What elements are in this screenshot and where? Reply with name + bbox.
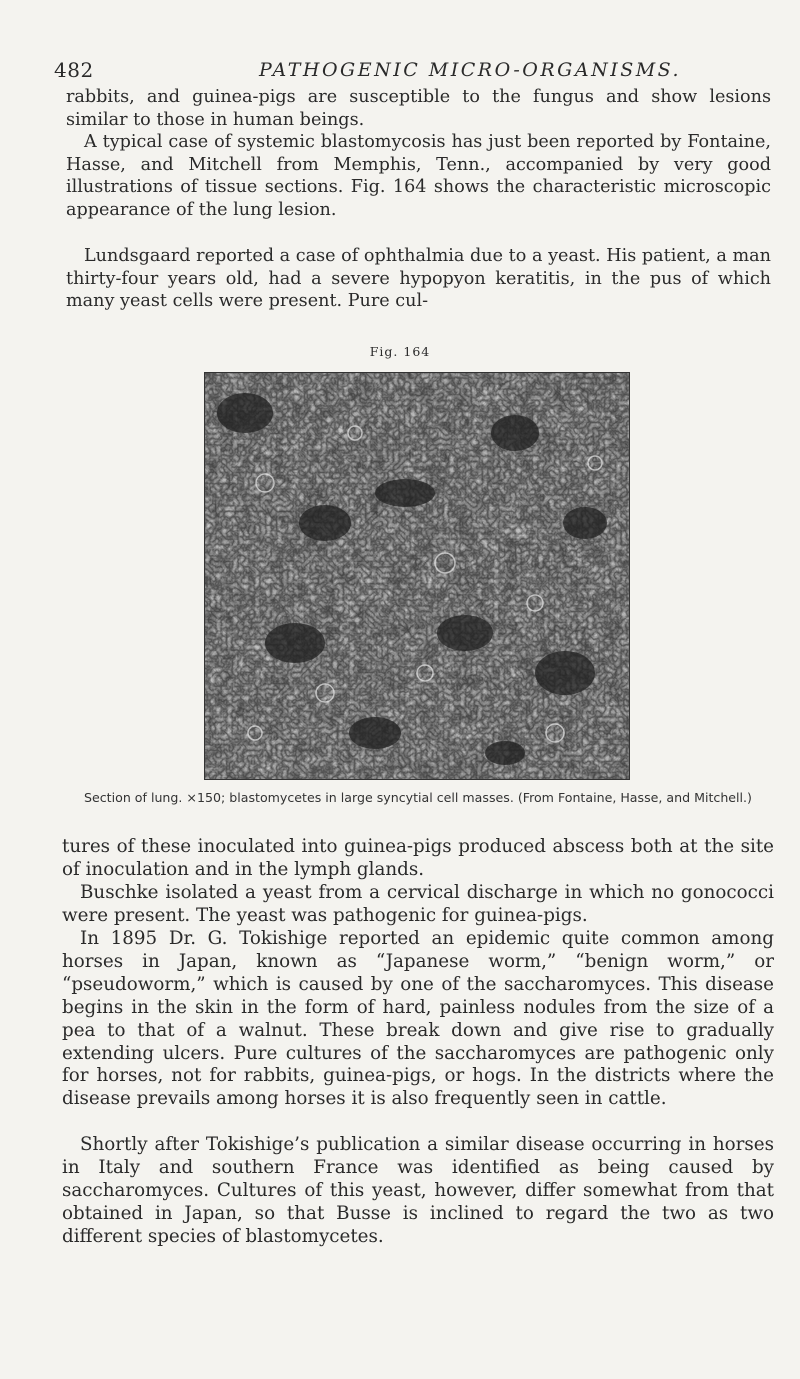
running-title: PATHOGENIC MICRO-ORGANISMS. bbox=[259, 59, 682, 81]
paragraph-tokishige: In 1895 Dr. G. Tokishige reported an epidemic quite common among horses in Japan, known as “Japanese worm,” “benign worm,” or “pseudoworm,” which is caused by one of the saccharomyces. This disease begins in the skin in the form of hard, painless nodules from the size of a pea to that of a walnut. These break down and give rise to gradually extending ulcers. Pure cultures of the saccharomyces are pathogenic only for horses, not for rabbits, guinea-pigs, or hogs. In the districts where the disease prevails among horses it is also frequently seen in cattle. bbox=[62, 928, 774, 1110]
paragraph-fontaine-case: A typical case of systemic blastomycosis has just been reported by Fontaine, Hasse, and Mitchell from Memphis, Tenn., accompanied by very good illustrations of tissue sections. Fig. 164 shows the characteristic microscopic appearance of the lung lesion. bbox=[66, 132, 771, 221]
figure-caption: Section of lung. ×150; blastomycetes in large syncytial cell masses. (From Fontaine, Hasse, and Mitchell.) bbox=[84, 790, 752, 805]
paragraph-buschke: Buschke isolated a yeast from a cervical discharge in which no gonococci were present. The yeast was pathogenic for guinea-pigs. bbox=[62, 882, 774, 926]
lung-section-micrograph bbox=[204, 372, 630, 780]
paragraph-tures: tures of these inoculated into guinea-pigs produced abscess both at the site of inoculation and in the lymph glands. bbox=[62, 836, 774, 880]
running-head bbox=[54, 58, 754, 82]
paragraph-rabbits: rabbits, and guinea-pigs are susceptible to the fungus and show lesions similar to those in human beings. bbox=[66, 87, 771, 130]
page-number: 482 bbox=[54, 58, 94, 82]
paragraph-shortly-after: Shortly after Tokishige’s publication a similar disease occurring in horses in Italy and southern France was identified as being caused by saccharomyces. Cultures of this yeast, however, differ somewhat from that obtained in Japan, so that Busse is inclined to regard the two as two different species of blastomycetes. bbox=[62, 1134, 774, 1247]
figure-label: Fig. 164 bbox=[369, 344, 431, 359]
paragraph-lundsgaard: Lundsgaard reported a case of ophthalmia due to a yeast. His patient, a man thirty-four years old, had a severe hypopyon keratitis, in the pus of which many yeast cells were present. Pure cul- bbox=[66, 246, 771, 312]
